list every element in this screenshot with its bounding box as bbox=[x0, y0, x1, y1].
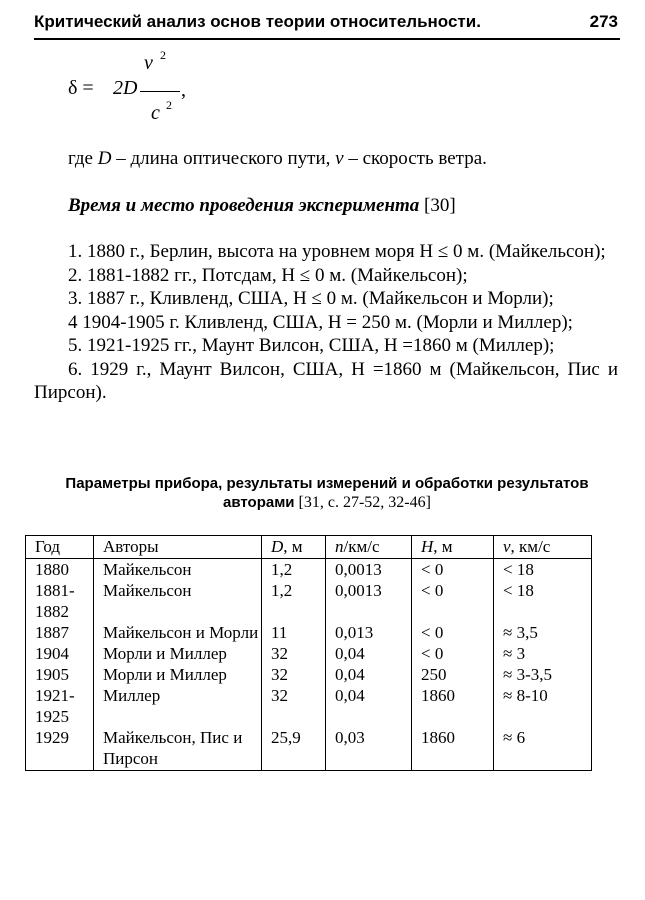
table-row bbox=[26, 559, 592, 581]
formula-comma: , bbox=[181, 79, 186, 101]
cell-h: < 0 bbox=[412, 559, 494, 581]
cell-v: ≈ 3 bbox=[494, 643, 592, 664]
cell-v: < 18 bbox=[494, 559, 592, 581]
formula-explanation: где D – длина оптического пути, v – скорость ветра. bbox=[68, 148, 487, 169]
cell-d: 32 bbox=[262, 685, 326, 727]
cell-n: 0,04 bbox=[326, 643, 412, 664]
section-heading bbox=[68, 194, 628, 218]
section-title: Время и место проведения эксперимента bbox=[68, 195, 420, 216]
cell-n: 0,0013 bbox=[326, 580, 412, 622]
cell-authors: Морли и Миллер bbox=[94, 664, 262, 685]
page-number: 273 bbox=[589, 12, 618, 31]
cell-year: 1887 bbox=[26, 622, 94, 643]
header-authors: Авторы bbox=[94, 536, 262, 559]
formula-numerator: v bbox=[144, 52, 153, 74]
cell-authors: Миллер bbox=[94, 685, 262, 727]
header-h: H, м bbox=[412, 536, 494, 559]
cell-n: 0,04 bbox=[326, 664, 412, 685]
header-d: D, м bbox=[262, 536, 326, 559]
cell-authors: Майкельсон и Морли bbox=[94, 622, 262, 643]
header-v: v, км/с bbox=[494, 536, 592, 559]
cell-h: 250 bbox=[412, 664, 494, 685]
list-item: 3. 1887 г., Кливленд, США, H ≤ 0 м. (Майкельсон и Морли); bbox=[68, 288, 554, 309]
formula-lhs: δ = bbox=[68, 77, 94, 99]
cell-h: 1860 bbox=[412, 685, 494, 727]
cell-h: < 0 bbox=[412, 580, 494, 622]
cell-authors: Морли и Миллер bbox=[94, 643, 262, 664]
list-item: 5. 1921-1925 гг., Маунт Вилсон, США, H =1860 м (Миллер); bbox=[68, 335, 555, 356]
table-row bbox=[26, 580, 592, 622]
cell-year: 1929 bbox=[26, 727, 94, 771]
cell-authors: Майкельсон bbox=[94, 559, 262, 581]
cell-year: 1881-1882 bbox=[26, 580, 94, 622]
list-item: 6. 1929 г., Маунт Вилсон, США, H =1860 м (Майкельсон, Пис и Пирсон). bbox=[34, 358, 618, 403]
cell-d: 25,9 bbox=[262, 727, 326, 771]
cell-v: ≈ 6 bbox=[494, 727, 592, 771]
list-item: 2. 1881-1882 гг., Потсдам, H ≤ 0 м. (Майкельсон); bbox=[68, 264, 468, 286]
table-row bbox=[26, 622, 592, 643]
cell-year: 1904 bbox=[26, 643, 94, 664]
table-row bbox=[26, 643, 592, 664]
caption-line-1: Параметры прибора, результаты измерений и обработки результатов bbox=[65, 475, 589, 492]
cell-year: 1905 bbox=[26, 664, 94, 685]
cell-h: < 0 bbox=[412, 622, 494, 643]
cell-authors: Майкельсон bbox=[94, 580, 262, 622]
cell-n: 0,0013 bbox=[326, 559, 412, 581]
cell-h: < 0 bbox=[412, 643, 494, 664]
cell-year: 1880 bbox=[26, 559, 94, 581]
list-item: 1. 1880 г., Берлин, высота на уровнем моря H ≤ 0 м. (Майкельсон); bbox=[68, 241, 606, 262]
formula-numerator-exponent: 2 bbox=[160, 48, 166, 62]
results-table bbox=[25, 535, 592, 771]
table-caption bbox=[34, 474, 620, 512]
header-n: n/км/с bbox=[326, 536, 412, 559]
cell-v: ≈ 3,5 bbox=[494, 622, 592, 643]
cell-n: 0,04 bbox=[326, 685, 412, 727]
caption-line-2: авторами bbox=[223, 494, 295, 511]
cell-d: 11 bbox=[262, 622, 326, 643]
header-year: Год bbox=[26, 536, 94, 559]
table-header-row bbox=[26, 536, 592, 559]
formula-denominator: c bbox=[151, 102, 160, 124]
list-item: 4 1904-1905 г. Кливленд, США, H = 250 м. (Морли и Миллер); bbox=[68, 311, 573, 333]
table-row bbox=[26, 685, 592, 727]
experiment-list bbox=[34, 240, 618, 405]
cell-d: 32 bbox=[262, 664, 326, 685]
cell-h: 1860 bbox=[412, 727, 494, 771]
cell-v: ≈ 3-3,5 bbox=[494, 664, 592, 685]
cell-d: 32 bbox=[262, 643, 326, 664]
section-reference: [30] bbox=[419, 195, 456, 216]
table-row bbox=[26, 664, 592, 685]
cell-n: 0,013 bbox=[326, 622, 412, 643]
cell-year: 1921-1925 bbox=[26, 685, 94, 727]
formula bbox=[68, 48, 268, 128]
fraction-bar bbox=[140, 91, 180, 92]
cell-authors: Майкельсон, Пис и Пирсон bbox=[94, 727, 262, 771]
formula-denominator-exponent: 2 bbox=[166, 98, 172, 112]
cell-d: 1,2 bbox=[262, 559, 326, 581]
running-title: Критический анализ основ теории относительности. bbox=[34, 12, 481, 31]
page-header bbox=[34, 10, 620, 40]
caption-reference: [31, с. 27-52, 32-46] bbox=[294, 494, 431, 511]
cell-d: 1,2 bbox=[262, 580, 326, 622]
cell-v: ≈ 8-10 bbox=[494, 685, 592, 727]
cell-v: < 18 bbox=[494, 580, 592, 622]
formula-coefficient: 2D bbox=[113, 77, 138, 99]
table-row bbox=[26, 727, 592, 771]
cell-n: 0,03 bbox=[326, 727, 412, 771]
